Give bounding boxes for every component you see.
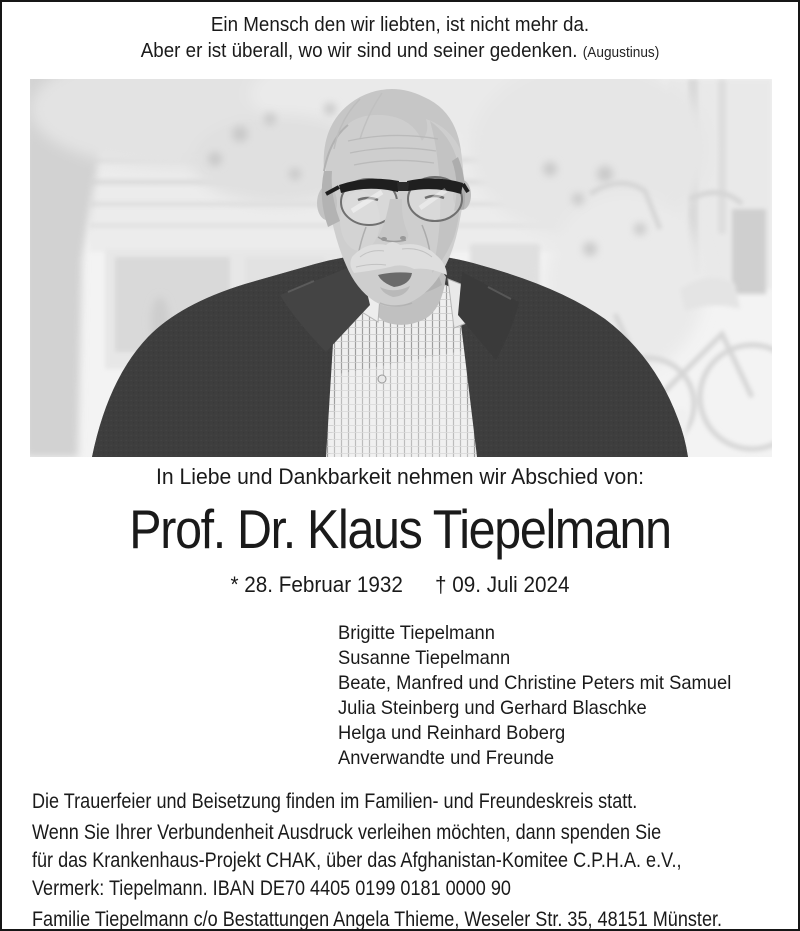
quote-line-2 — [26, 38, 774, 66]
deceased-name: Prof. Dr. Klaus Tiepelmann — [129, 498, 671, 560]
donation-line-3: Vermerk: Tiepelmann. IBAN DE70 4405 0199 0181 0000 90 — [32, 877, 511, 900]
birth-date: * 28. Februar 1932 — [230, 572, 403, 597]
quote-line-2-text: Aber er ist überall, wo wir sind und seiner gedenken. — [140, 40, 578, 62]
mourner-row: Helga und Reinhard Boberg — [338, 722, 566, 744]
mourner-row: Beate, Manfred und Christine Peters mit Samuel — [338, 672, 732, 694]
mourner-row: Susanne Tiepelmann — [338, 647, 511, 669]
donation-line-2: für das Krankenhaus-Projekt CHAK, über das Afghanistan-Komitee C.P.H.A. e.V., — [32, 849, 682, 872]
quote-attribution: (Augustinus) — [582, 45, 660, 61]
mourner-row: Brigitte Tiepelmann — [338, 622, 495, 644]
donation-line-1: Wenn Sie Ihrer Verbundenheit Ausdruck verleihen möchten, dann spenden Sie — [32, 821, 662, 844]
funeral-notice: Die Trauerfeier und Beisetzung finden im Familien- und Freundeskreis statt. — [32, 790, 638, 813]
mourners-list — [338, 621, 731, 771]
mourner-row: Julia Steinberg und Gerhard Blaschke — [338, 697, 647, 719]
notices-block — [32, 788, 800, 931]
portrait-photo — [30, 79, 772, 457]
contact-line: Familie Tiepelmann c/o Bestattungen Angela Thieme, Weseler Str. 35, 48151 Münster. — [32, 908, 723, 931]
life-dates — [26, 572, 774, 598]
mourner-row: Anverwandte und Freunde — [338, 747, 555, 769]
farewell-intro: In Liebe und Dankbarkeit nehmen wir Abschied von: — [156, 464, 644, 489]
quote-line-1: Ein Mensch den wir liebten, ist nicht mehr da. — [210, 14, 590, 36]
death-date: † 09. Juli 2024 — [435, 572, 570, 597]
quote-block — [26, 12, 774, 66]
